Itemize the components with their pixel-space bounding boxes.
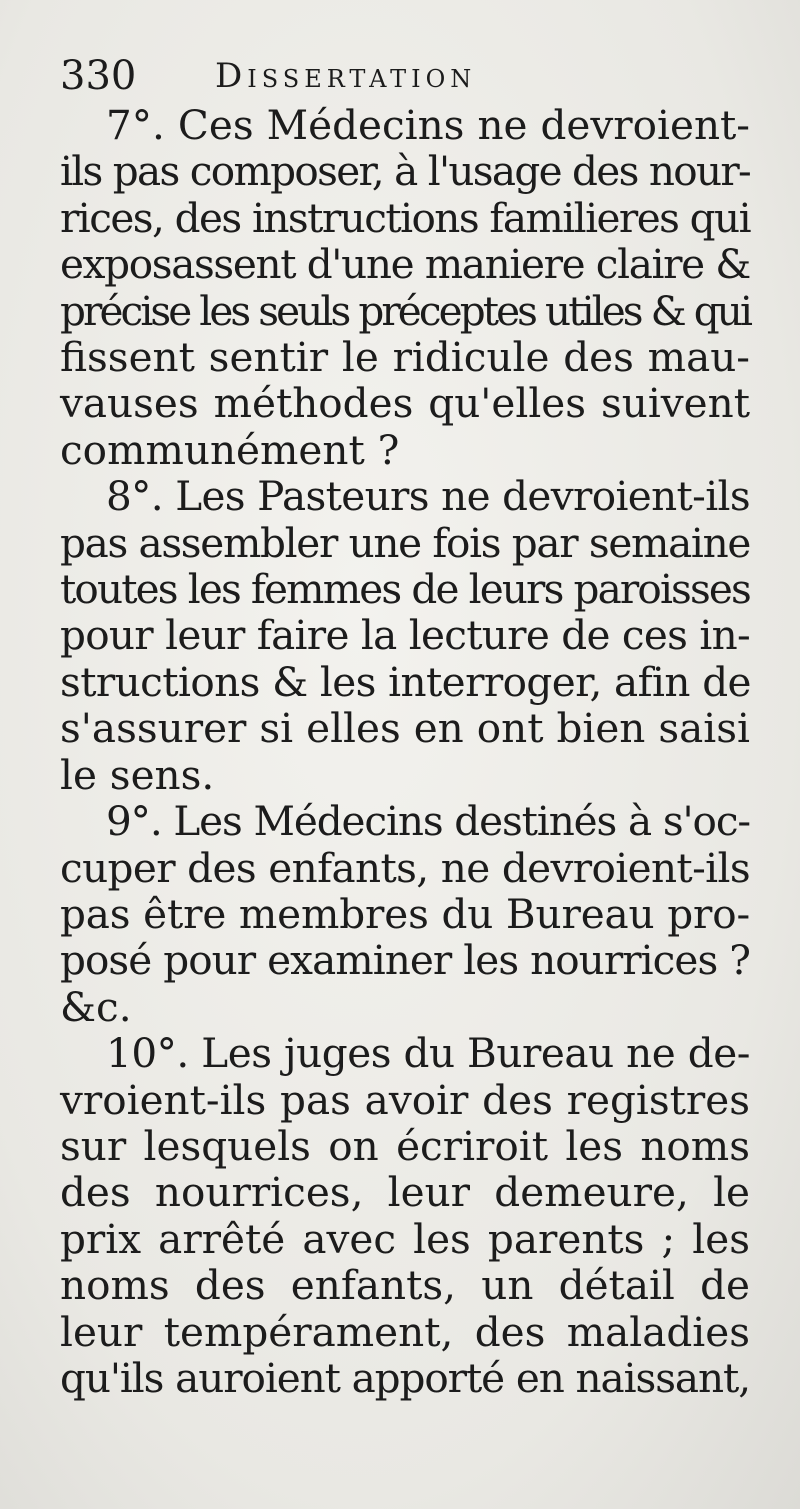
text-line: toutes les femmes de leurs paroisses bbox=[60, 565, 750, 614]
text-line: vroient-ils pas avoir des registres bbox=[60, 1075, 750, 1124]
text-line: précise les seuls préceptes utiles & qui bbox=[60, 286, 750, 335]
running-title: Dissertation bbox=[215, 56, 477, 96]
text-line: structions & les interroger, afin de bbox=[60, 657, 751, 706]
paragraph-8 bbox=[60, 473, 750, 798]
page-number: 330 bbox=[60, 53, 137, 99]
text-line: posé pour examiner les nourrices ? bbox=[60, 936, 750, 985]
text-line: exposassent d'une maniere claire & bbox=[60, 240, 750, 289]
text-line: leur tempérament, des maladies bbox=[60, 1307, 750, 1356]
text-line: communément ? bbox=[60, 425, 400, 474]
text-line: fissent sentir le ridicule des mau- bbox=[60, 333, 750, 382]
text-line: rices, des instructions familieres qui bbox=[60, 193, 750, 242]
text-line: prix arrêté avec les parents ; les bbox=[60, 1214, 750, 1263]
text-line: le sens. bbox=[60, 750, 215, 799]
text-line: pour leur faire la lecture de ces in- bbox=[60, 611, 750, 660]
body-text bbox=[60, 102, 750, 1401]
paragraph-9 bbox=[60, 798, 750, 1030]
text-line: s'assurer si elles en ont bien saisi bbox=[60, 704, 750, 753]
text-line: qu'ils auroient apporté en naissant, bbox=[60, 1353, 750, 1402]
text-line: pas assembler une fois par semaine bbox=[60, 518, 750, 567]
text-line: noms des enfants, un détail de bbox=[60, 1261, 750, 1310]
paragraph-10 bbox=[60, 1030, 750, 1401]
text-line: vauses méthodes qu'elles suivent bbox=[60, 379, 750, 428]
text-line: 8°. Les Pasteurs ne devroient-ils bbox=[106, 472, 750, 521]
text-line: sur lesquels on écriroit les noms bbox=[60, 1121, 750, 1170]
text-line: 7°. Ces Médecins ne devroient- bbox=[106, 101, 750, 149]
text-line: 10°. Les juges du Bureau ne de- bbox=[106, 1029, 750, 1078]
text-line: cuper des enfants, ne devroient-ils bbox=[60, 843, 750, 892]
text-line: 9°. Les Médecins destinés à s'oc- bbox=[106, 797, 750, 846]
text-line: pas être membres du Bureau pro- bbox=[60, 889, 750, 938]
page-header bbox=[60, 52, 750, 100]
text-line: des nourrices, leur demeure, le bbox=[60, 1168, 750, 1217]
text-line: &c. bbox=[60, 982, 132, 1031]
paragraph-7 bbox=[60, 102, 750, 473]
text-line: ils pas composer, à l'usage des nour- bbox=[60, 147, 750, 196]
